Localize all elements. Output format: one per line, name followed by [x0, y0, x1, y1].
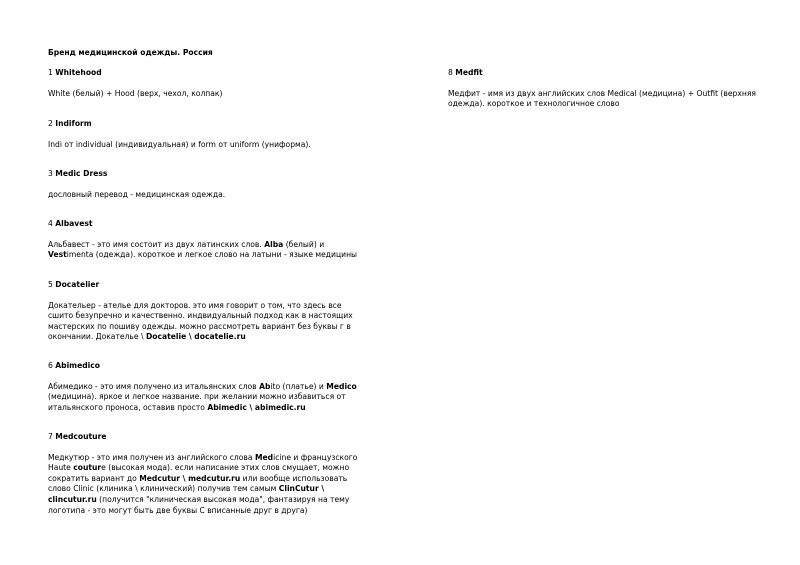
document-title: Бренд медицинской одежды. Россия	[48, 48, 213, 57]
entry-name: Medfit	[455, 68, 483, 77]
description-text: (медицина). яркое и легкое название. при желании можно избавиться от итальянского проноса, оставив просто	[48, 392, 346, 412]
entry-name: Docatelier	[55, 280, 100, 289]
entry-number: 6	[48, 361, 53, 370]
entry-heading	[48, 119, 358, 130]
entry-description	[48, 240, 358, 261]
emphasized-text: Docatelie \ docatelie.ru	[145, 332, 246, 342]
entry-5	[48, 280, 358, 343]
description-text: Докательер - ателье для докторов. это имя говорит о том, что здесь все сшито безупречно и качественно. индвидуальный подход как в настоящих мастерских по пошиву одежды. можно рассмотреть вариант без буквы г в окончании. Докателье \	[48, 300, 353, 342]
entry-6	[48, 361, 358, 413]
entry-heading	[48, 169, 358, 180]
entry-number: 3	[48, 169, 53, 178]
emphasized-text: Alba	[264, 239, 284, 249]
entry-heading	[48, 280, 358, 291]
entry-number: 1	[48, 68, 53, 77]
emphasized-text: ClinCutur \ clincutur.ru	[48, 484, 325, 504]
entry-1	[48, 68, 358, 99]
entry-number: 7	[48, 432, 53, 441]
entry-4	[48, 219, 358, 261]
description-text: e (высокая мода). если написание этих слов смущает, можно сократить вариант до	[48, 463, 350, 483]
entry-heading	[48, 68, 358, 79]
description-text: Абимедико - это имя получено из итальянских слов	[48, 381, 260, 391]
entry-heading	[48, 432, 358, 443]
description-text: Медкутюр - это имя получен из английского слова	[48, 452, 255, 462]
description-text: (белый) и	[283, 239, 325, 249]
entry-heading	[448, 68, 768, 79]
entry-description	[48, 382, 358, 414]
entry-description	[48, 301, 358, 343]
entry-description	[48, 140, 358, 151]
entry-7	[48, 432, 358, 516]
entry-3	[48, 169, 358, 200]
entry-name: Albavest	[55, 219, 93, 228]
entry-name: Medcouture	[55, 432, 107, 441]
emphasized-text: Ab	[259, 381, 271, 391]
emphasized-text: coutur	[73, 463, 102, 473]
emphasized-text: Medcutur \ medcutur.ru	[139, 473, 241, 483]
entry-description	[48, 190, 358, 201]
entry-description	[48, 453, 358, 517]
description-text: дословный перевод - медицинская одежда.	[48, 189, 226, 199]
entry-number: 2	[48, 119, 53, 128]
entry-name: Medic Dress	[55, 169, 108, 178]
description-text: Медфит - имя из двух английских слов Medical (медицина) + Outfit (верхняя одежда). короткое и технологичное слово	[448, 88, 756, 109]
entry-name: Abimedico	[55, 361, 101, 370]
description-text: icine и французского Haute	[48, 452, 358, 473]
entry-heading	[48, 361, 358, 372]
entry-description	[48, 89, 358, 100]
description-text: (получится "клиническая высокая мода", фантазируя на тему логотипа - это могут быть две буквы С вписанные друг в друга)	[48, 494, 350, 515]
entry-number: 4	[48, 219, 53, 228]
description-text: White (белый) + Hood (верх, чехол, колпак)	[48, 88, 223, 98]
entry-description	[448, 89, 768, 110]
description-text: ito (платье) и	[270, 381, 327, 391]
entry-name: Indiform	[55, 119, 92, 128]
description-text: Indi от individual (индивидуальная) и form от uniform (униформа).	[48, 139, 311, 149]
entry-name: Whitehood	[55, 68, 102, 77]
emphasized-text: Vest	[48, 250, 67, 260]
description-text: Альбавест - это имя состоит из двух латинских слов.	[48, 239, 265, 249]
emphasized-text: Medico	[326, 381, 357, 391]
description-text: imenta (одежда). короткое и легкое слово на латыни - языке медицины	[66, 250, 358, 260]
entry-number: 5	[48, 280, 53, 289]
entry-number: 8	[448, 68, 453, 77]
entry-2	[48, 119, 358, 150]
emphasized-text: Abimedic \ abimedic.ru	[207, 402, 306, 412]
entry-heading	[48, 219, 358, 230]
entry-8	[448, 68, 768, 110]
description-text: или вообще использовать слово Clinic (клиника \ клинический) получив тем самым	[48, 473, 348, 494]
emphasized-text: Med	[254, 452, 274, 462]
